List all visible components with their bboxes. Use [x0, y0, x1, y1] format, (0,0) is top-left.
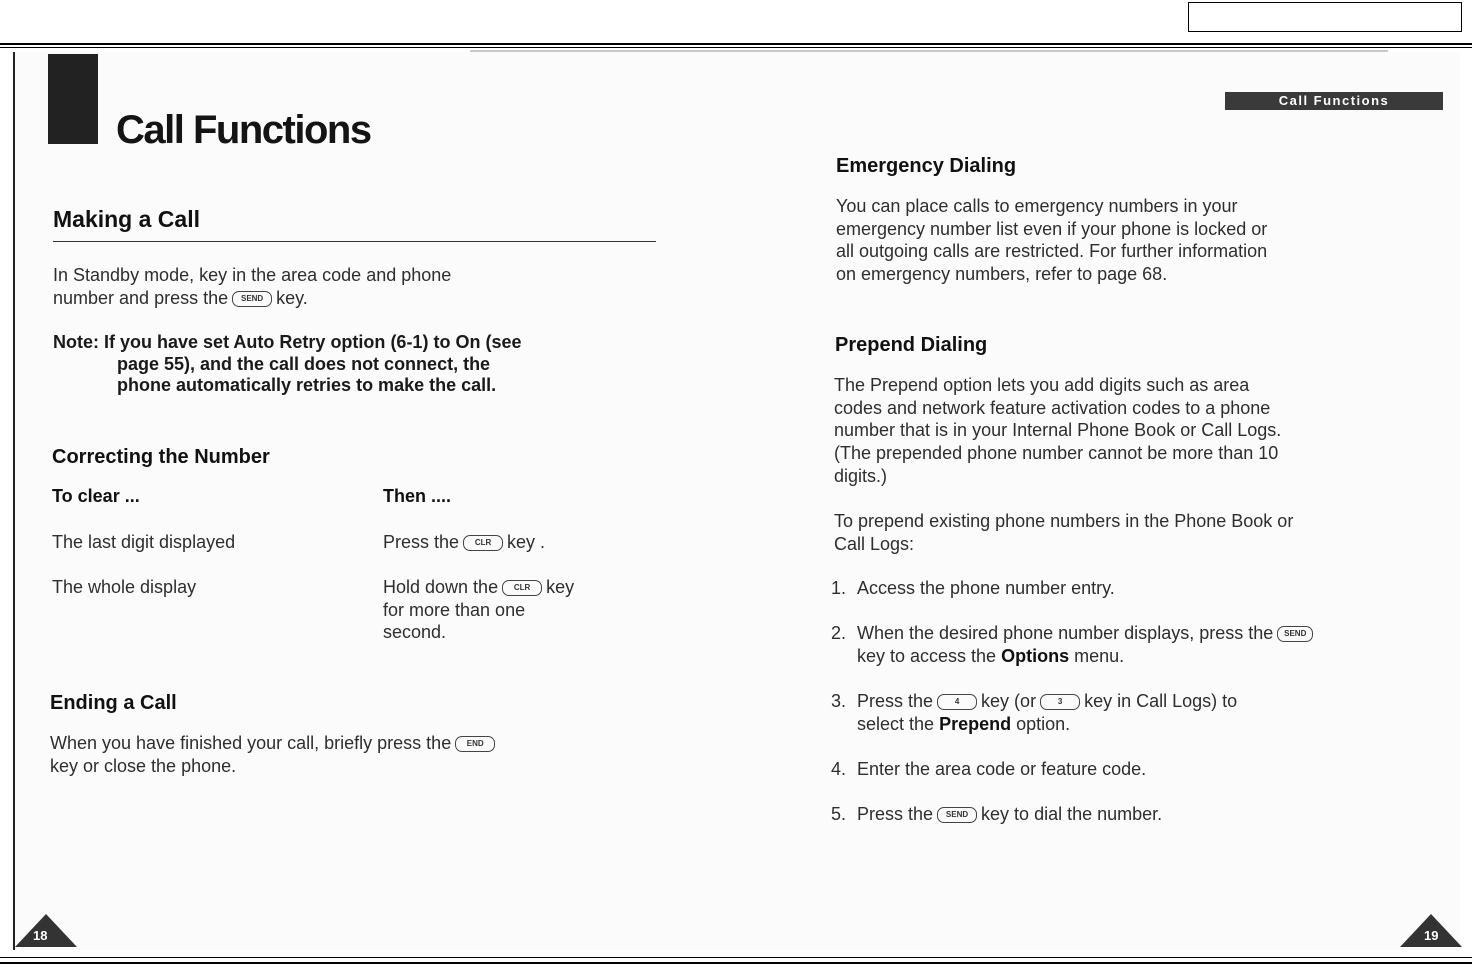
col-header-then: Then .... [383, 486, 452, 506]
send-key-icon: SEND [232, 291, 272, 307]
emergency-heading: Emergency Dialing [836, 155, 1017, 177]
step-1: 1. Access the phone number entry. [831, 578, 1115, 598]
chapter-title: Call Functions [116, 108, 371, 152]
note-block: Note: If you have set Auto Retry option (6-1) to On (see page 55), and the call does not connect, the phone automatically retries to make the call. [53, 332, 522, 395]
send-key-icon: SEND [937, 807, 977, 823]
page-number-left: 18 [33, 928, 48, 943]
scan-top-line [470, 50, 1388, 52]
prepend-intro: To prepend existing phone numbers in the Phone Book or Call Logs: [834, 511, 1294, 554]
top-rule-thin [0, 47, 1472, 48]
row-1-clear: The last digit displayed [52, 532, 236, 552]
making-call-text [53, 264, 653, 309]
ending-heading: Ending a Call [50, 692, 177, 714]
step-4: 4. Enter the area code or feature code. [831, 759, 1147, 779]
col-header-clear: To clear ... [52, 486, 140, 506]
three-key-icon: 3 [1040, 694, 1080, 710]
prepend-text: The Prepend option lets you add digits such as area codes and network feature activation codes to a phone number that is in your Internal Phone Book or Call Logs. (The prepended phone number cannot be more than 10 digits.) [834, 375, 1282, 486]
end-key-icon: END [455, 736, 495, 752]
clr-key-icon: CLR [463, 535, 503, 551]
clr-key-icon: CLR [502, 580, 542, 596]
header-box [1188, 2, 1462, 32]
bottom-rule [0, 962, 1472, 964]
ending-text: When you have finished your call, briefly press the END key or close the phone. [50, 732, 690, 777]
section-divider [53, 241, 656, 242]
step-2: 2. When the desired phone number displays, press the SEND key to access the Options menu. [831, 622, 1466, 667]
step-3: 3. Press the 4 key (or 3 key in Call Logs) to select the Prepend option. [831, 691, 1238, 734]
row-1-then: Press the CLR key . [383, 532, 546, 552]
making-call-line-1: In Standby mode, key in the area code and phone [53, 265, 452, 285]
four-key-icon: 4 [937, 694, 977, 710]
note-label: Note: [53, 332, 99, 352]
row-2-clear: The whole display [52, 577, 197, 597]
page-number-right: 19 [1424, 928, 1439, 943]
emergency-text: You can place calls to emergency numbers in your emergency number list even if your phone is locked or all outgoing calls are restricted. For further information on emergency numbers, refer to page 68. [836, 196, 1268, 285]
row-2-then: Hold down the CLR key for more than one second. [383, 577, 575, 643]
making-call-heading: Making a Call [53, 206, 200, 232]
correcting-heading: Correcting the Number [52, 446, 270, 468]
step-5: 5. Press the SEND key to dial the number. [831, 804, 1163, 824]
top-rule [0, 43, 1472, 45]
chapter-marker-bar [48, 54, 98, 144]
making-call-line-2: number and press the SEND key. [53, 287, 308, 308]
chapter-tag: Call Functions [1225, 92, 1443, 110]
page-left-edge [13, 52, 15, 950]
bottom-rule-thin [0, 957, 1472, 958]
prepend-heading: Prepend Dialing [835, 334, 988, 356]
send-key-icon: SEND [1277, 626, 1313, 642]
